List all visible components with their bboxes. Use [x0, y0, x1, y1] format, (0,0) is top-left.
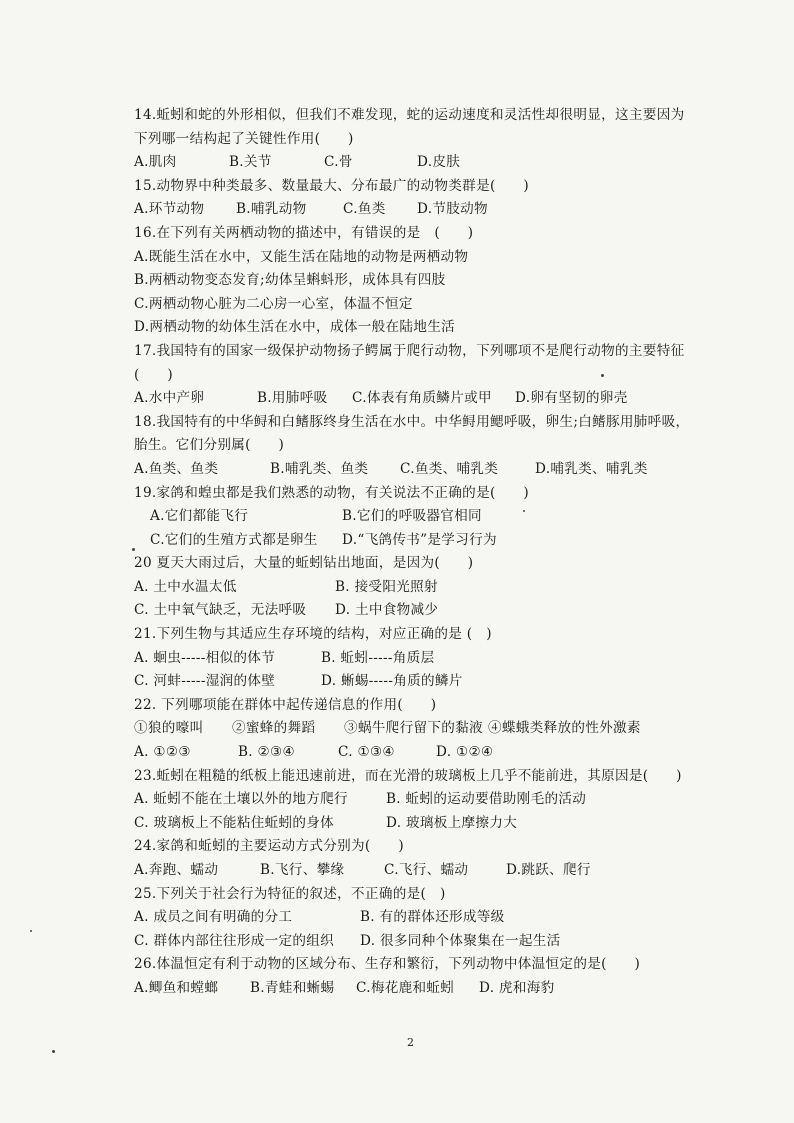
- q19-option-b: B.它们的呼吸器官相同: [342, 508, 482, 525]
- q17-stem-line2: ( ): [134, 366, 173, 383]
- q25-option-b: B. 有的群体还形成等级: [360, 909, 505, 926]
- q23-options-row1: [134, 788, 694, 812]
- q19-options-row1: [134, 505, 694, 529]
- q14-option-b: B.关节: [229, 154, 272, 171]
- q14-option-c: C.骨: [324, 154, 353, 171]
- q15-option-c: C.鱼类: [343, 201, 386, 218]
- q21-option-a: A. 蛔虫-----相似的体节: [134, 649, 276, 666]
- q19-stem: 19.家鸽和蝗虫都是我们熟悉的动物，有关说法不正确的是( ): [134, 484, 529, 501]
- q18-option-b: B.哺乳类、鱼类: [270, 460, 369, 477]
- scan-speck: [601, 374, 604, 377]
- q18-stem-line2: 胎生。它们分别属( ): [134, 437, 285, 454]
- q16-option-c: C.两栖动物心脏为二心房一心室，体温不恒定: [134, 295, 413, 312]
- q14-options: [134, 151, 694, 175]
- q18-option-d: D.哺乳类、哺乳类: [535, 460, 648, 477]
- q15-option-a: A.环节动物: [134, 201, 205, 218]
- q15-option-b: B.哺乳动物: [236, 201, 307, 218]
- q23-option-b: B. 蚯蚓的运动要借助刚毛的活动: [386, 791, 587, 808]
- q22-option-c: C. ①③④: [338, 744, 395, 761]
- q24-stem: 24.家鸽和蚯蚓的主要运动方式分别为( ): [134, 838, 404, 855]
- q17-option-a: A.水中产卵: [134, 390, 205, 407]
- q17-options: [134, 387, 694, 411]
- q21-stem: 21.下列生物与其适应生存环境的结构，对应正确的是 ( ): [134, 626, 492, 643]
- q15-stem: 15.动物界中种类最多、数量最大、分布最广的动物类群是( ): [134, 177, 529, 194]
- q19-option-a: A.它们都能飞行: [150, 508, 249, 525]
- scan-speck: [30, 930, 32, 932]
- q22-item-4: ④蝶蛾类释放的性外激素: [488, 720, 641, 737]
- q17-option-c: C.体表有角质鳞片或甲: [352, 390, 492, 407]
- q17-option-d: D.卵有坚韧的卵壳: [515, 390, 628, 407]
- q26-option-c: C.梅花鹿和蚯蚓: [356, 979, 455, 996]
- q22-options: [134, 741, 694, 765]
- q16-option-b: B.两栖动物变态发育;幼体呈蝌蚪形，成体具有四肢: [134, 272, 446, 289]
- scan-speck: [52, 1050, 55, 1053]
- q23-stem: 23.蚯蚓在粗糙的纸板上能迅速前进，而在光滑的玻璃板上几乎不能前进，其原因是( ): [134, 767, 682, 784]
- q14-stem-line2: 下列哪一结构起了关键性作用( ): [134, 130, 354, 147]
- q22-item-2: ②蜜蜂的舞蹈: [232, 720, 316, 737]
- q19-options-row2: [134, 529, 694, 553]
- q22-item-1: ①狼的嚎叫: [134, 720, 204, 737]
- q26-option-b: B.青蛙和蜥蜴: [250, 979, 335, 996]
- q21-option-d: D. 蜥蜴-----角质的鳞片: [321, 673, 463, 690]
- q22-item-3: ③蜗牛爬行留下的黏液: [344, 720, 483, 737]
- q24-option-d: D.跳跃、爬行: [506, 862, 591, 878]
- q19-option-d: D.“飞鸽传书”是学习行为: [342, 531, 497, 548]
- q20-options-row1: [134, 576, 694, 600]
- page-number: 2: [407, 1036, 414, 1049]
- q26-option-d: D. 虎和海豹: [479, 979, 555, 996]
- q26-stem: 26.体温恒定有利于动物的区域分布、生存和繁衍，下列动物中体温恒定的是( ): [134, 956, 641, 973]
- q25-option-c: C. 群体内部往往形成一定的组织: [134, 932, 335, 949]
- q17-option-b: B.用肺呼吸: [257, 390, 328, 407]
- q24-option-a: A.奔跑、蠕动: [134, 862, 219, 878]
- q26-option-a: A.鲫鱼和螳螂: [134, 979, 219, 996]
- q23-option-c: C. 玻璃板上不能粘住蚯蚓的身体: [134, 814, 335, 831]
- q20-options-row2: [134, 599, 694, 623]
- q16-option-d: D.两栖动物的幼体生活在水中，成体一般在陆地生活: [134, 319, 455, 336]
- q15-option-d: D.节肢动物: [417, 201, 488, 218]
- q18-stem-line1: 18.我国特有的中华鲟和白鳍豚终身生活在水中。中华鲟用鳃呼吸，卵生;白鳍豚用肺呼吸，: [134, 413, 690, 430]
- q22-option-d: D. ①②④: [436, 744, 494, 761]
- q15-options: [134, 198, 694, 222]
- q24-options: [134, 859, 694, 883]
- q16-option-a: A.既能生活在水中，又能生活在陆地的动物是两栖动物: [134, 248, 469, 265]
- q21-option-c: C. 河蚌-----湿润的体壁: [134, 673, 276, 690]
- question-list: [134, 104, 694, 1001]
- q24-option-b: B.飞行、攀缘: [260, 862, 345, 878]
- q18-option-c: C.鱼类、哺乳类: [400, 460, 499, 477]
- q14-option-d: D.皮肤: [417, 154, 461, 171]
- q21-option-b: B. 蚯蚓-----角质层: [321, 649, 435, 666]
- q22-stem: 22. 下列哪项能在群体中起传递信息的作用( ): [134, 696, 437, 713]
- q18-option-a: A.鱼类、鱼类: [134, 460, 219, 477]
- q21-options-row1: [134, 647, 694, 671]
- q25-option-a: A. 成员之间有明确的分工: [134, 909, 293, 926]
- q16-stem: 16.在下列有关两栖动物的描述中，有错误的是 ( ): [134, 224, 474, 241]
- scan-speck: [523, 510, 525, 512]
- q14-option-a: A.肌肉: [134, 154, 177, 171]
- q19-option-c: C.它们的生殖方式都是卵生: [150, 531, 318, 548]
- q20-option-c: C. 土中氧气缺乏，无法呼吸: [134, 602, 307, 619]
- q14-stem-line1: 14.蚯蚓和蛇的外形相似，但我们不难发现，蛇的运动速度和灵活性却很明显，这主要因为: [134, 107, 685, 123]
- q23-option-d: D. 玻璃板上摩擦力大: [386, 814, 518, 831]
- q17-stem-line1: 17.我国特有的国家一级保护动物扬子鳄属于爬行动物，下列哪项不是爬行动物的主要特征: [134, 342, 685, 359]
- q20-option-b: B. 接受阳光照射: [335, 578, 438, 595]
- q26-options: [134, 977, 694, 1001]
- q20-option-d: D. 土中食物减少: [335, 602, 439, 619]
- q22-option-a: A. ①②③: [134, 744, 191, 761]
- q24-option-c: C.飞行、蠕动: [384, 862, 469, 878]
- q20-option-a: A. 土中水温太低: [134, 578, 237, 595]
- q23-option-a: A. 蚯蚓不能在土壤以外的地方爬行: [134, 791, 348, 808]
- q18-options: [134, 458, 694, 482]
- q25-options-row2: [134, 930, 694, 954]
- scan-speck: [132, 548, 135, 551]
- q25-stem: 25.下列关于社会行为特征的叙述，不正确的是( ): [134, 885, 446, 902]
- q20-stem: 20 夏天大雨过后，大量的蚯蚓钻出地面，是因为( ): [134, 555, 474, 572]
- q23-options-row2: [134, 812, 694, 836]
- q22-items: [134, 717, 694, 741]
- q22-option-b: B. ②③④: [238, 744, 295, 761]
- q21-options-row2: [134, 670, 694, 694]
- q25-option-d: D. 很多同种个体聚集在一起生活: [360, 932, 561, 949]
- q25-options-row1: [134, 906, 694, 930]
